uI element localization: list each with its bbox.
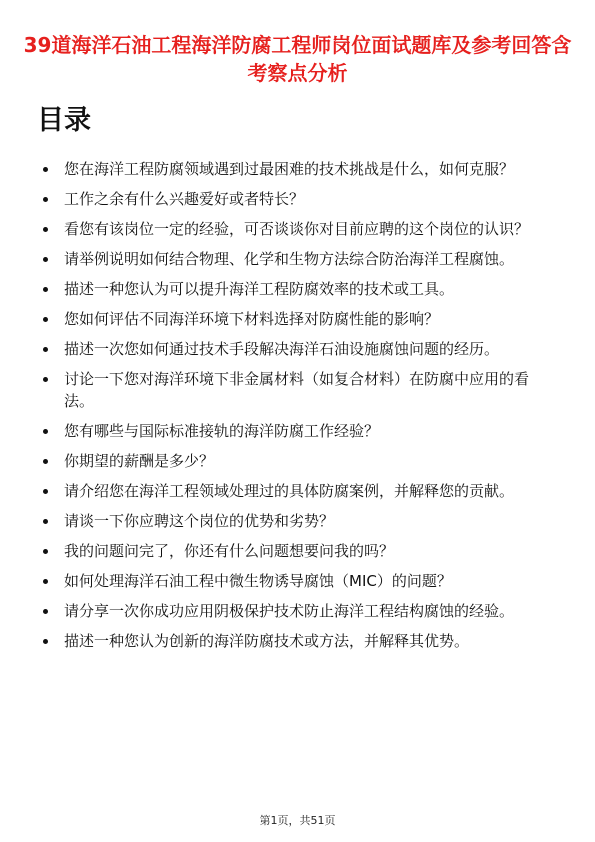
- toc-item-text: 我的问题问完了，你还有什么问题想要问我的吗？: [64, 542, 395, 560]
- toc-item: [56, 338, 556, 360]
- toc-item: [56, 308, 556, 330]
- bullet-icon: [43, 519, 48, 524]
- page-title: 39道海洋石油工程海洋防腐工程师岗位面试题库及参考回答含考察点分析: [23, 33, 572, 85]
- toc-item: [56, 600, 556, 622]
- bullet-icon: [43, 429, 48, 434]
- toc-item: [56, 278, 556, 300]
- toc-item-text: 描述一次您如何通过技术手段解决海洋石油设施腐蚀问题的经历。: [64, 340, 500, 358]
- toc-item: [56, 450, 556, 472]
- toc-item: [56, 510, 556, 532]
- page-footer: 第1页，共51页: [259, 814, 336, 827]
- toc-item-text: 请举例说明如何结合物理、化学和生物方法综合防治海洋工程腐蚀。: [64, 250, 515, 268]
- bullet-icon: [43, 257, 48, 262]
- toc-item-text: 您在海洋工程防腐领域遇到过最困难的技术挑战是什么，如何克服？: [64, 160, 515, 178]
- bullet-icon: [43, 317, 48, 322]
- toc-item-text: 您有哪些与国际标准接轨的海洋防腐工作经验？: [64, 422, 380, 440]
- toc-item: [56, 158, 556, 180]
- bullet-icon: [43, 639, 48, 644]
- toc-item: [56, 420, 556, 442]
- bullet-icon: [43, 167, 48, 172]
- bullet-icon: [43, 377, 48, 382]
- toc-heading: 目录: [37, 105, 91, 136]
- toc-item-text: 请谈一下你应聘这个岗位的优势和劣势？: [64, 512, 335, 530]
- toc-item: [56, 630, 556, 652]
- toc-list: [56, 158, 556, 660]
- toc-item: [56, 540, 556, 562]
- toc-item-text: 您如何评估不同海洋环境下材料选择对防腐性能的影响？: [64, 310, 440, 328]
- toc-item-text: 描述一种您认为可以提升海洋工程防腐效率的技术或工具。: [64, 280, 455, 298]
- toc-item: [56, 368, 556, 412]
- bullet-icon: [43, 227, 48, 232]
- toc-item-text: 如何处理海洋石油工程中微生物诱导腐蚀（MIC）的问题？: [64, 572, 452, 590]
- toc-item-text: 工作之余有什么兴趣爱好或者特长？: [64, 190, 305, 208]
- toc-item-text: 描述一种您认为创新的海洋防腐技术或方法，并解释其优势。: [64, 632, 470, 650]
- toc-item-text: 请分享一次你成功应用阴极保护技术防止海洋工程结构腐蚀的经验。: [64, 602, 515, 620]
- toc-item-text: 讨论一下您对海洋环境下非金属材料（如复合材料）在防腐中应用的看法。: [64, 370, 530, 410]
- toc-item: [56, 188, 556, 210]
- bullet-icon: [43, 347, 48, 352]
- toc-item-text: 你期望的薪酬是多少？: [64, 452, 215, 470]
- toc-item: [56, 480, 556, 502]
- toc-item: [56, 570, 556, 592]
- bullet-icon: [43, 609, 48, 614]
- bullet-icon: [43, 579, 48, 584]
- bullet-icon: [43, 489, 48, 494]
- toc-item: [56, 248, 556, 270]
- toc-item-text: 请介绍您在海洋工程领域处理过的具体防腐案例，并解释您的贡献。: [64, 482, 515, 500]
- bullet-icon: [43, 459, 48, 464]
- bullet-icon: [43, 287, 48, 292]
- toc-item: [56, 218, 556, 240]
- toc-item-text: 看您有该岗位一定的经验，可否谈谈你对目前应聘的这个岗位的认识？: [64, 220, 530, 238]
- bullet-icon: [43, 549, 48, 554]
- bullet-icon: [43, 197, 48, 202]
